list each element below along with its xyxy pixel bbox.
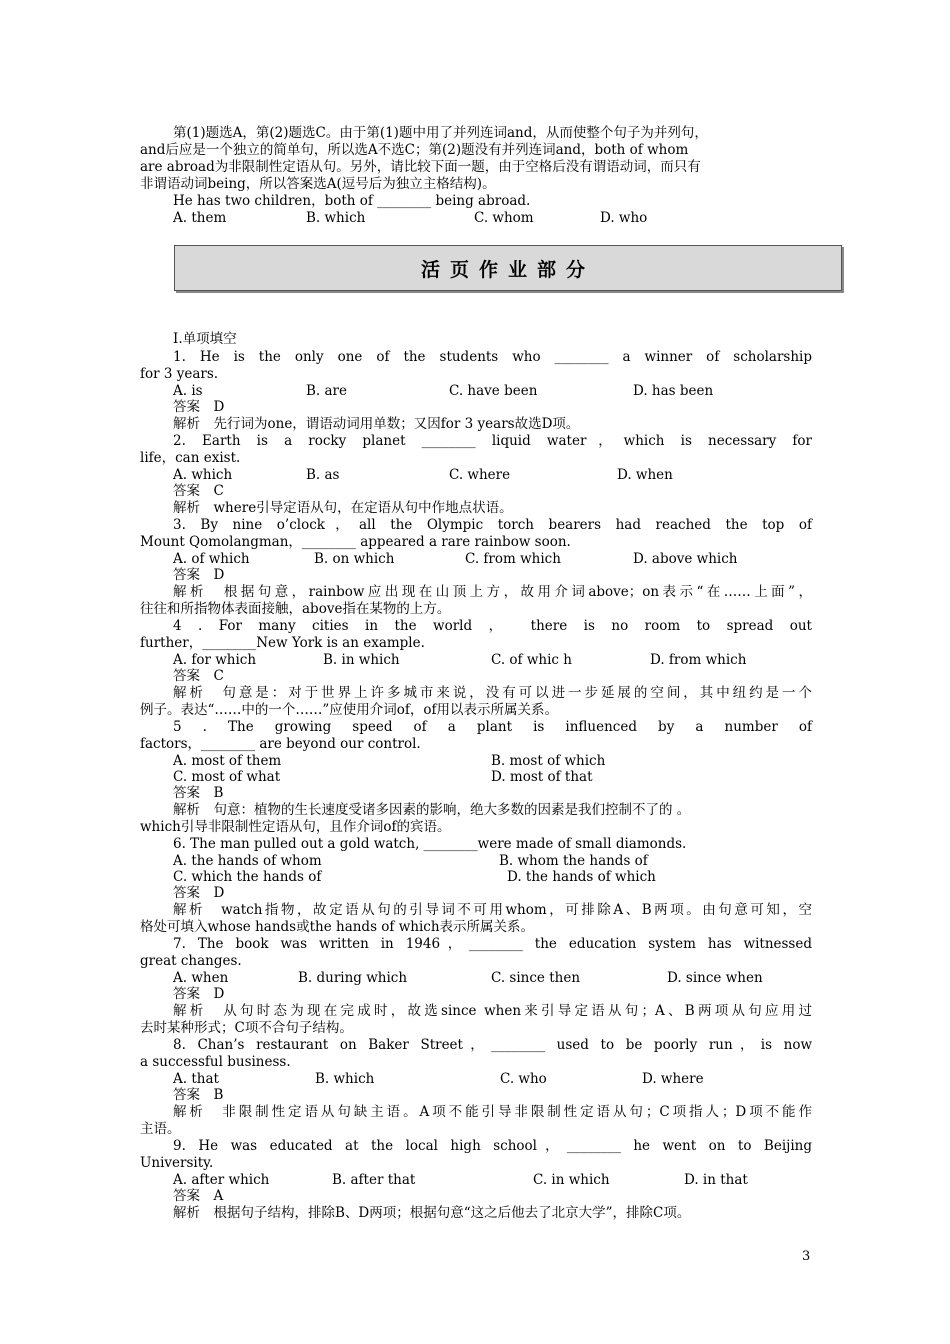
example-option-b: B. which: [306, 210, 366, 226]
q7-option-d: D. since when: [667, 970, 763, 986]
q7-answer: 答案 D: [173, 986, 225, 1002]
q7-option-a: A. when: [173, 970, 229, 986]
q8-options: [173, 1071, 812, 1088]
q1-option-d: D. has been: [633, 383, 714, 399]
page-number: 3: [802, 1249, 811, 1264]
q6-analysis-1: 解析 watch指物，故定语从句的引导词不可用whom，可排除A、B两项。由句意可知，空: [173, 902, 812, 918]
q4-option-b: B. in which: [323, 652, 400, 668]
intro-line-2: and后应是一个独立的简单句，所以选A不选C；第(2)题没有并列连词and，both of whom: [140, 142, 689, 158]
q1-option-c: C. have been: [449, 383, 538, 399]
q3-option-a: A. of which: [173, 551, 250, 567]
q2-line-2: life，can exist.: [140, 450, 241, 466]
q6-option-c: C. which the hands of: [173, 869, 322, 885]
q5-line-2: factors，________ are beyond our control.: [140, 736, 421, 752]
q7-analysis-2: 去时某种形式；C项不合句子结构。: [140, 1020, 353, 1036]
q4-option-c: C. of whic h: [491, 652, 572, 668]
q1-option-b: B. are: [306, 383, 347, 399]
q9-option-d: D. in that: [684, 1172, 748, 1188]
q8-option-c: C. who: [500, 1071, 547, 1087]
q3-answer: 答案 D: [173, 567, 225, 583]
q5-option-a: A. most of them: [173, 753, 282, 769]
section-banner: [174, 245, 842, 291]
q4-option-a: A. for which: [173, 652, 257, 668]
q7-option-b: B. during which: [298, 970, 408, 986]
q1-line-2: for 3 years.: [140, 366, 219, 382]
q6-options-row-2: [173, 869, 812, 886]
q5-line-1: 5 . The growing speed of a plant is influenced by a number of: [173, 719, 812, 735]
q7-options: [173, 970, 812, 987]
q5-option-c: C. most of what: [173, 769, 281, 785]
q9-option-b: B. after that: [332, 1172, 416, 1188]
q4-answer: 答案 C: [173, 668, 224, 684]
q8-option-d: D. where: [642, 1071, 704, 1087]
q6-analysis-2: 格处可填入whose hands或the hands of which表示所属关系。: [140, 919, 535, 935]
q1-answer: 答案 D: [173, 399, 225, 415]
q9-option-c: C. in which: [533, 1172, 610, 1188]
q3-analysis-2: 往往和所指物体表面接触，above指在某物的上方。: [140, 601, 451, 617]
q9-line-2: University.: [140, 1155, 214, 1171]
q6-answer: 答案 D: [173, 885, 225, 901]
q1-options: [173, 383, 812, 400]
q9-analysis-1: 解析 根据句子结构，排除B、D两项；根据句意“这之后他去了北京大学”，排除C项。: [173, 1205, 691, 1221]
q5-analysis-2: which引导非限制性定语从句，且作介词of的宾语。: [140, 819, 451, 835]
banner-title: 活页作业部分: [420, 258, 595, 281]
q6-option-a: A. the hands of whom: [173, 853, 322, 869]
q3-analysis-1: 解析 根据句意，rainbow应出现在山顶上方，故用介词above；on表示“在……上面”，: [173, 584, 812, 600]
q6-line-1: 6. The man pulled out a gold watch, ________were made of small diamonds.: [173, 836, 687, 852]
example-option-c: C. whom: [474, 210, 534, 226]
q3-option-c: C. from which: [465, 551, 561, 567]
q5-option-b: B. most of which: [491, 753, 606, 769]
q9-answer: 答案 A: [173, 1188, 224, 1204]
q7-option-c: C. since then: [491, 970, 581, 986]
q6-option-b: B. whom the hands of: [499, 853, 648, 869]
section-title: Ⅰ.单项填空: [173, 331, 237, 347]
q8-line-2: a successful business.: [140, 1054, 291, 1070]
q6-options-row-1: [173, 853, 812, 870]
q2-analysis-1: 解析 where引导定语从句，在定语从句中作地点状语。: [173, 500, 513, 516]
q4-analysis-1: 解析 句意是：对于世界上许多城市来说，没有可以进一步延展的空间，其中纽约是一个: [173, 685, 812, 701]
q4-analysis-2: 例子。表达“……中的一个……”应使用介词of，of用以表示所属关系。: [140, 702, 559, 718]
q9-options: [173, 1172, 812, 1189]
q8-line-1: 8. Chan’s restaurant on Baker Street，________ used to be poorly run，is now: [173, 1037, 812, 1053]
q3-options: [173, 551, 812, 568]
q5-options-row-2: [173, 769, 812, 786]
q2-option-a: A. which: [173, 467, 233, 483]
q4-option-d: D. from which: [650, 652, 747, 668]
q2-answer: 答案 C: [173, 483, 224, 499]
q3-option-b: B. on which: [314, 551, 395, 567]
q2-option-d: D. when: [617, 467, 673, 483]
q9-line-1: 9. He was educated at the local high school，________ he went on to Beijing: [173, 1138, 812, 1154]
intro-line-1: 第(1)题选A，第(2)题选C。由于第(1)题中用了并列连词and，从而使整个句子为并列句，: [173, 125, 708, 141]
example-option-a: A. them: [173, 210, 227, 226]
q8-option-a: A. that: [173, 1071, 219, 1087]
q8-analysis-2: 主语。: [140, 1121, 181, 1137]
q7-line-2: great changes.: [140, 953, 242, 969]
q2-option-c: C. where: [449, 467, 511, 483]
q4-options: [173, 652, 812, 669]
example-option-d: D. who: [600, 210, 648, 226]
q3-line-2: Mount Qomolangman，________ appeared a rare rainbow soon.: [140, 534, 571, 550]
q1-line-1: 1. He is the only one of the students who ________ a winner of scholarship: [173, 349, 812, 365]
example-question: He has two children，both of ________ being abroad.: [173, 193, 531, 209]
q1-analysis-1: 解析 先行词为one，谓语动词用单数；又因for 3 years故选D项。: [173, 416, 580, 432]
q6-option-d: D. the hands of which: [507, 869, 656, 885]
q5-answer: 答案 B: [173, 785, 224, 801]
q8-option-b: B. which: [315, 1071, 375, 1087]
example-options: [173, 210, 812, 227]
q8-analysis-1: 解析 非限制性定语从句缺主语。A项不能引导非限制性定语从句；C项指人；D项不能作: [173, 1104, 812, 1120]
q5-analysis-1: 解析 句意：植物的生长速度受诸多因素的影响，绝大多数的因素是我们控制不了的 。: [173, 802, 691, 818]
q4-line-2: further，________New York is an example.: [140, 635, 425, 651]
q3-option-d: D. above which: [633, 551, 738, 567]
q2-option-b: B. as: [306, 467, 340, 483]
q2-options: [173, 467, 812, 484]
q5-options-row-1: [173, 753, 812, 770]
q8-answer: 答案 B: [173, 1087, 224, 1103]
q9-option-a: A. after which: [173, 1172, 270, 1188]
q1-option-a: A. is: [173, 383, 203, 399]
q5-option-d: D. most of that: [491, 769, 593, 785]
intro-line-3: are abroad为非限制性定语从句。另外，请比较下面一题，由于空格后没有谓语动词，而只有: [140, 159, 701, 175]
intro-line-4: 非谓语动词being，所以答案选A(逗号后为独立主格结构)。: [140, 176, 496, 192]
q7-line-1: 7. The book was written in 1946，________ the education system has witnessed: [173, 936, 812, 952]
q4-line-1: 4 . For many cities in the world ， there is no room to spread out: [173, 618, 812, 634]
q7-analysis-1: 解析 从句时态为现在完成时，故选since when来引导定语从句；A、B两项从句应用过: [173, 1003, 812, 1019]
q3-line-1: 3. By nine o’clock，all the Olympic torch bearers had reached the top of: [173, 517, 812, 533]
q2-line-1: 2. Earth is a rocky planet ________ liquid water，which is necessary for: [173, 433, 812, 449]
